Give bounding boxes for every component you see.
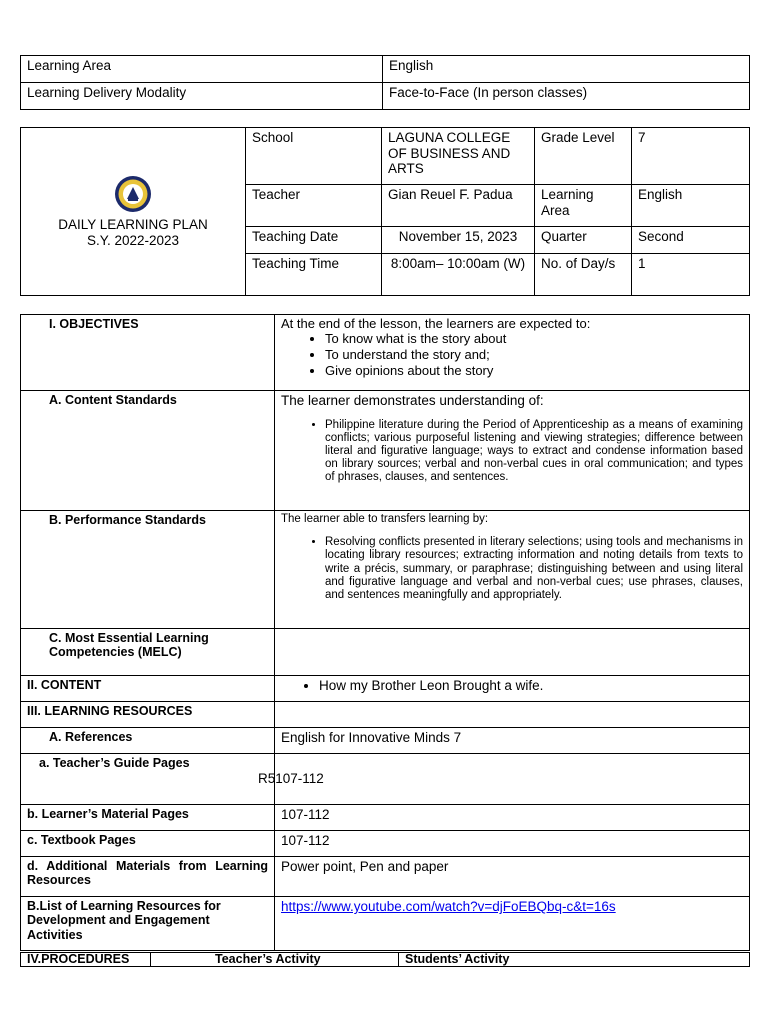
list-item: • Resolving conflicts presented in literary selections; using tools and mechanisms in locating library resources; extracting information and noting details from texts to write a précis, summary, or paraphrase; distinguishing between and using literal and figurative language and verbal and non-verbal cues; use phrases, clauses, and sentences meaningfully and appropriately. <box>325 536 743 602</box>
objectives-label: I. OBJECTIVES <box>21 315 275 391</box>
school-seal-icon <box>114 175 152 213</box>
teachers-guide-label: a. Teacher’s Guide Pages <box>39 756 190 770</box>
learners-material-label: b. Learner’s Material Pages <box>21 805 275 831</box>
content-standards-cell <box>275 391 750 511</box>
melc-label: C. Most Essential Learning Competencies (MELC) <box>21 629 275 676</box>
teacher-label: Teacher <box>246 185 382 227</box>
grade-label: Grade Level <box>535 128 632 185</box>
additional-materials-label <box>21 857 275 897</box>
additional-materials-value: Power point, Pen and paper <box>275 857 750 897</box>
list-item: • To know what is the story about <box>325 332 743 347</box>
teacher-value: Gian Reuel F. Padua <box>382 185 535 227</box>
references-value: English for Innovative Minds 7 <box>275 728 750 754</box>
quarter-value: Second <box>632 227 750 254</box>
date-value: November 15, 2023 <box>382 227 535 254</box>
days-label: No. of Day/s <box>535 254 632 296</box>
teacher-activity-header: Teacher’s Activity <box>151 953 399 967</box>
area-value: English <box>632 185 750 227</box>
school-label: School <box>246 128 382 185</box>
resource-list-label: B.List of Learning Resources for Development and Engagement Activities <box>21 897 275 951</box>
list-item: • Give opinions about the story <box>325 364 743 379</box>
procedures-label: IV.PROCEDURES <box>21 953 151 967</box>
quarter-label: Quarter <box>535 227 632 254</box>
performance-standards-intro: The learner able to transfers learning by: <box>281 513 489 525</box>
days-value: 1 <box>632 254 750 296</box>
content-cell <box>275 676 750 702</box>
time-value: 8:00am– 10:00am (W) <box>382 254 535 296</box>
references-label: A. References <box>21 728 275 754</box>
textbook-pages-value: 107-112 <box>275 831 750 857</box>
resource-link[interactable]: https://www.youtube.com/watch?v=djFoEBQbq-c&t=16s <box>281 899 616 914</box>
performance-standards-cell <box>275 511 750 629</box>
list-item: • Philippine literature during the Period of Apprenticeship as a means of examining conflicts; various purposeful listening and viewing strategies; difference between literal and figurative language; ways to extract and condense information based on library sources; verbal and non-verbal cues in oral communication; and types of phrases, clauses, and sentences. <box>325 419 743 485</box>
school-value: LAGUNA COLLEGE OF BUSINESS AND ARTS <box>382 128 535 185</box>
melc-value <box>275 629 750 676</box>
learning-area-value: English <box>383 56 750 83</box>
students-activity-header: Students’ Activity <box>399 953 750 967</box>
performance-standards-list <box>281 536 743 602</box>
learning-area-table <box>20 55 750 110</box>
learners-material-value: 107-112 <box>275 805 750 831</box>
additional-materials-line <box>27 859 268 888</box>
learning-area-label: Learning Area <box>21 56 383 83</box>
objectives-list <box>281 332 743 379</box>
procedures-table <box>20 952 750 967</box>
resource-list-cell <box>275 897 750 951</box>
area-label: Learning Area <box>535 185 632 227</box>
delivery-modality-label: Learning Delivery Modality <box>21 83 383 110</box>
plan-title: DAILY LEARNING PLAN <box>58 216 208 232</box>
additional-materials-text: d. Additional Materials from Learning Resources <box>27 859 268 888</box>
content-standards-label: A. Content Standards <box>21 391 275 511</box>
content-standards-intro: The learner demonstrates understanding of: <box>281 393 544 408</box>
lesson-table <box>20 314 750 951</box>
list-item: • To understand the story and; <box>325 348 743 363</box>
learning-resources-value <box>275 702 750 728</box>
content-list <box>281 678 743 694</box>
objectives-cell <box>275 315 750 391</box>
teachers-guide-value: R5107-112 <box>258 771 324 786</box>
objectives-intro: At the end of the lesson, the learners are expected to: <box>281 316 591 331</box>
learning-resources-label: III. LEARNING RESOURCES <box>21 702 275 728</box>
time-label: Teaching Time <box>246 254 382 296</box>
list-item: • How my Brother Leon Brought a wife. <box>319 678 743 694</box>
school-year: S.Y. 2022-2023 <box>86 232 180 248</box>
delivery-modality-value: Face-to-Face (In person classes) <box>383 83 750 110</box>
teachers-guide-cell <box>21 754 324 805</box>
header-table <box>20 127 750 296</box>
content-label: II. CONTENT <box>21 676 275 702</box>
plan-title-cell <box>21 128 246 296</box>
date-label: Teaching Date <box>246 227 382 254</box>
content-standards-list <box>281 419 743 485</box>
teachers-guide-empty <box>275 754 750 805</box>
textbook-pages-label: c. Textbook Pages <box>21 831 275 857</box>
performance-standards-label: B. Performance Standards <box>21 511 275 629</box>
grade-value: 7 <box>632 128 750 185</box>
